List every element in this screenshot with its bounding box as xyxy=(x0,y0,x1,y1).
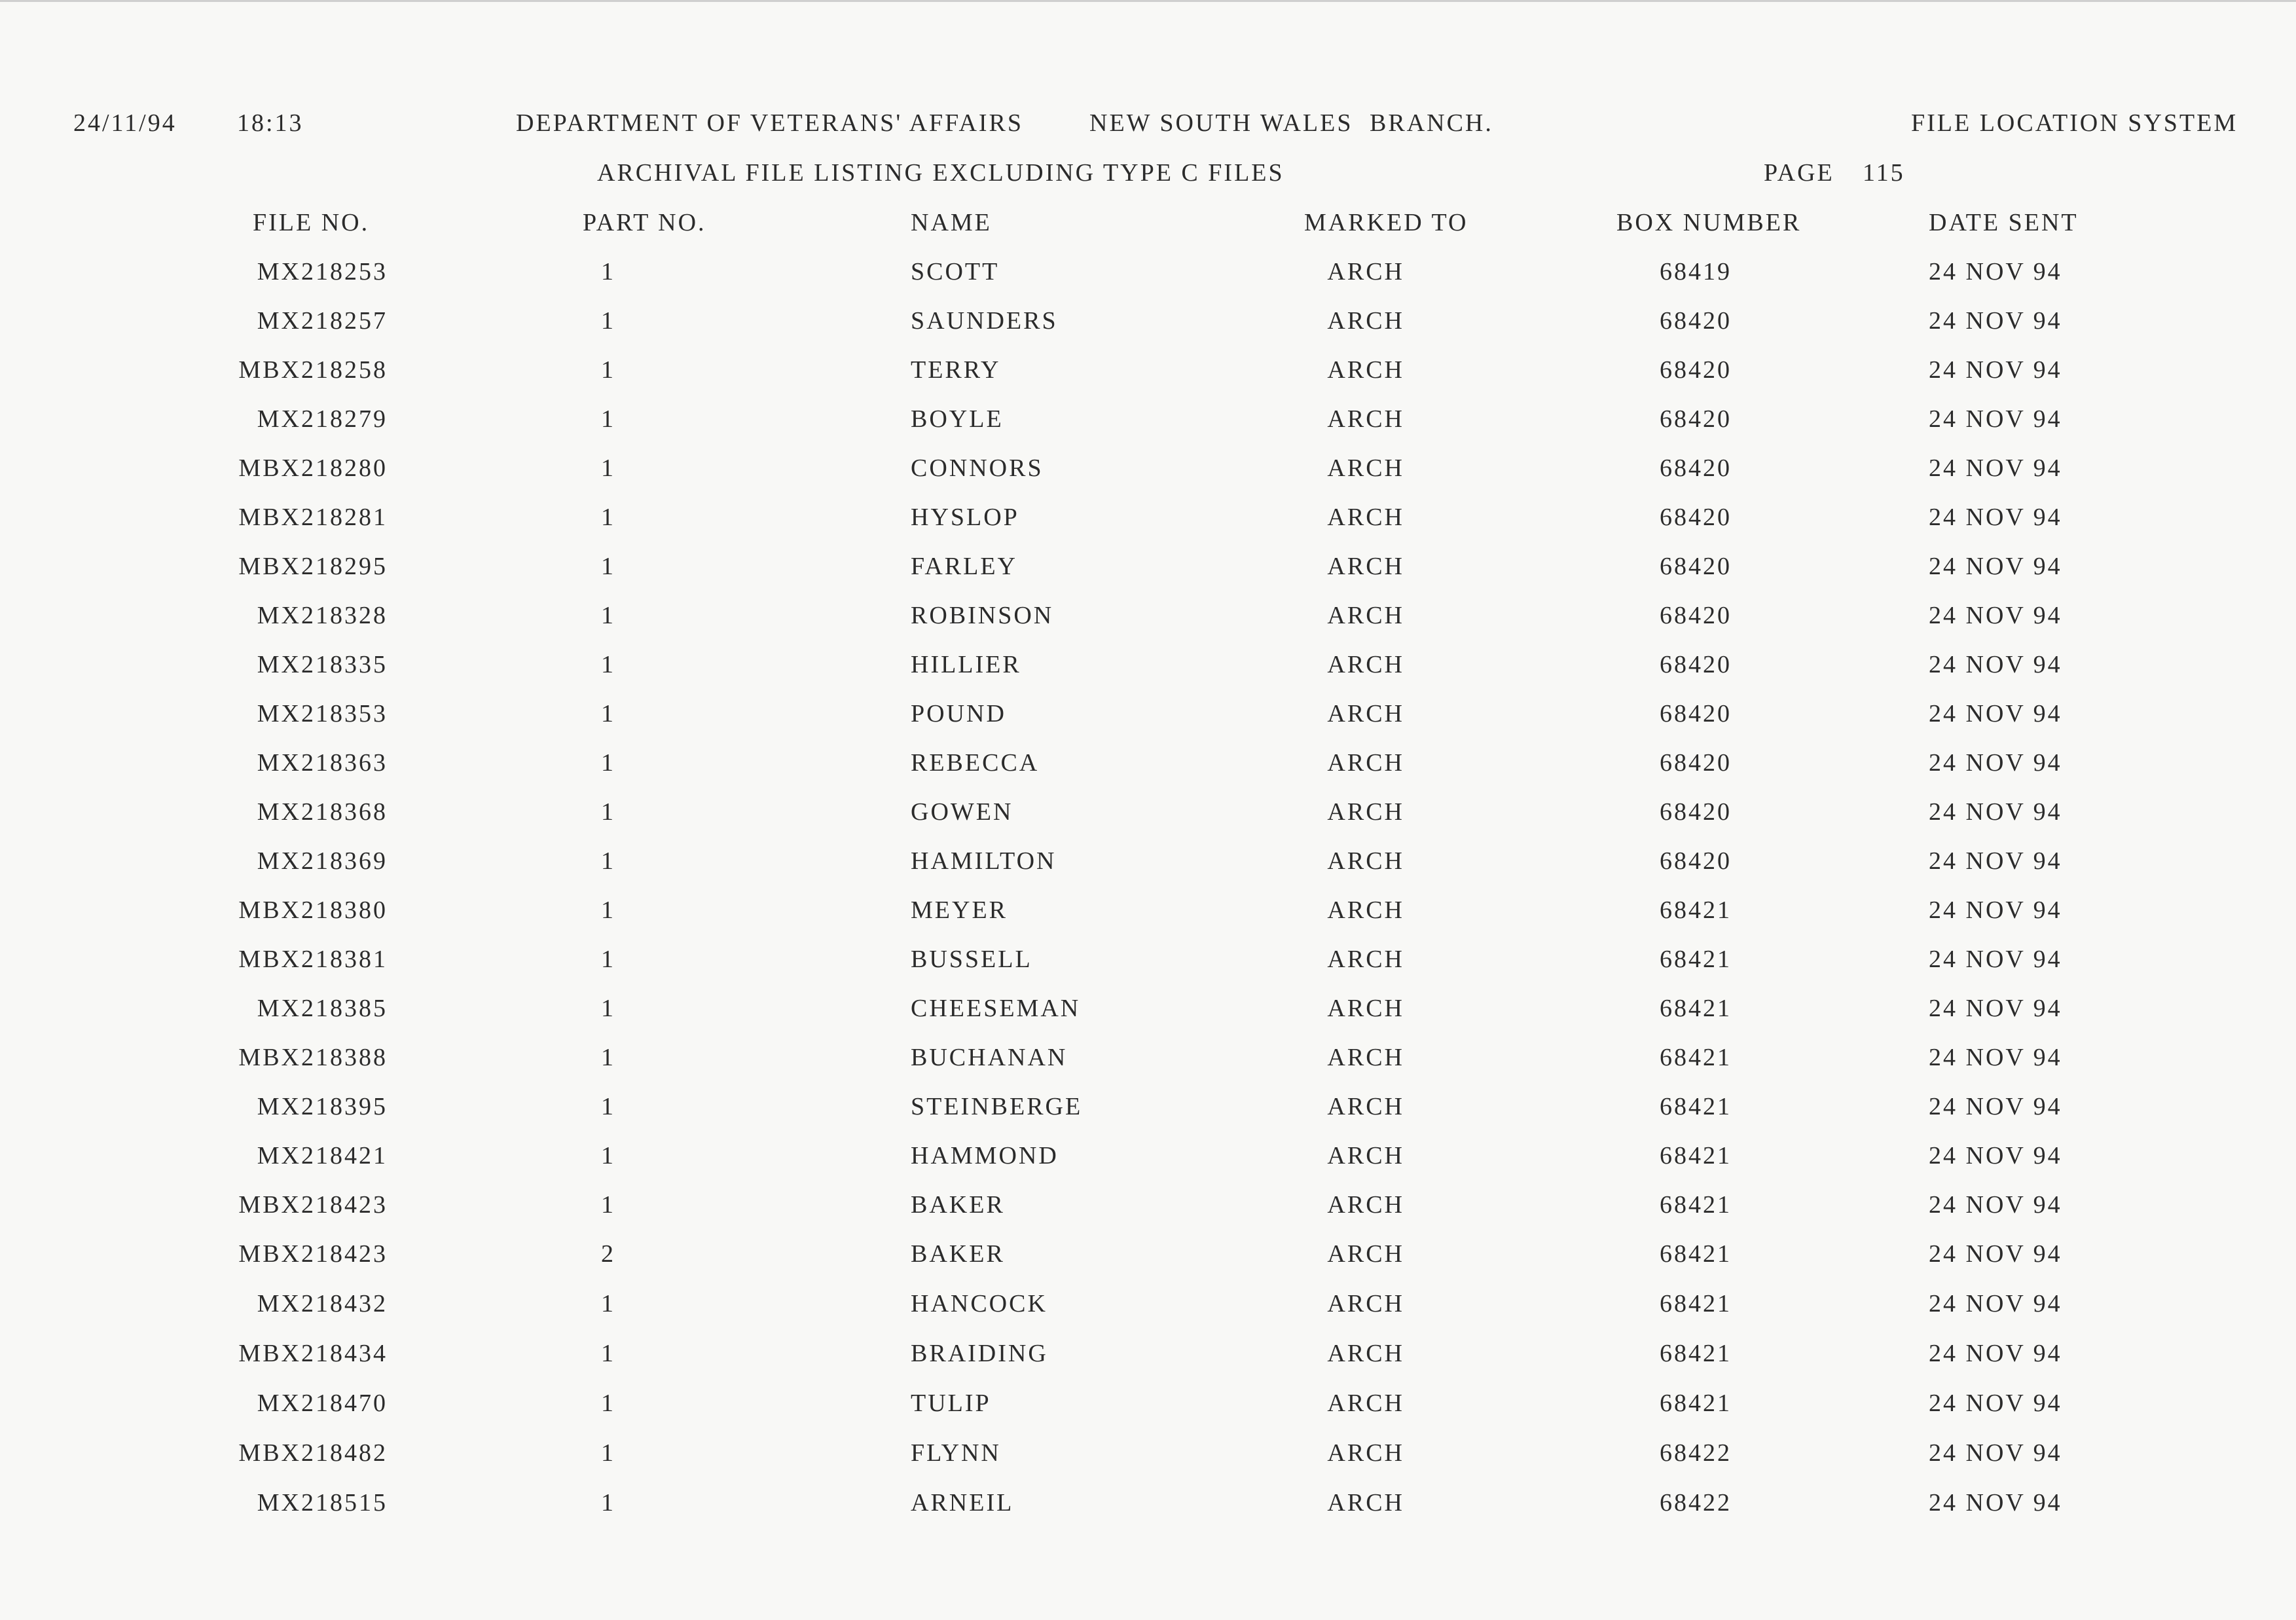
box-number-cell: 68421 xyxy=(1660,1340,1732,1367)
table-row xyxy=(0,1143,2296,1192)
marked-to-cell: ARCH xyxy=(1327,1439,1404,1467)
marked-to-cell: ARCH xyxy=(1327,946,1404,973)
part-no-cell: 1 xyxy=(601,1142,615,1169)
part-no-cell: 1 xyxy=(601,258,615,285)
date-sent-cell: 24 NOV 94 xyxy=(1929,602,2062,629)
name-cell: ROBINSON xyxy=(911,602,1054,629)
table-row xyxy=(0,505,2296,554)
date-sent-cell: 24 NOV 94 xyxy=(1929,504,2062,531)
part-no-cell: 1 xyxy=(601,504,615,531)
box-number-cell: 68420 xyxy=(1660,504,1732,531)
box-number-cell: 68419 xyxy=(1660,258,1732,285)
file-no-cell: MBX218381 xyxy=(238,946,388,973)
part-no-cell: 1 xyxy=(601,1390,615,1417)
name-cell: BAKER xyxy=(911,1240,1005,1268)
box-number-cell: 68420 xyxy=(1660,307,1732,335)
marked-to-cell: ARCH xyxy=(1327,405,1404,433)
box-number-cell: 68421 xyxy=(1660,1390,1732,1417)
date-sent-cell: 24 NOV 94 xyxy=(1929,1489,2062,1517)
box-number-cell: 68420 xyxy=(1660,356,1732,384)
name-cell: HYSLOP xyxy=(911,504,1019,531)
system-name: FILE LOCATION SYSTEM xyxy=(1911,109,2238,137)
table-row xyxy=(0,259,2296,308)
column-header-part-no: PART NO. xyxy=(583,209,706,236)
marked-to-cell: ARCH xyxy=(1327,749,1404,777)
marked-to-cell: ARCH xyxy=(1327,847,1404,875)
box-number-cell: 68420 xyxy=(1660,700,1732,727)
date-sent-cell: 24 NOV 94 xyxy=(1929,798,2062,826)
part-no-cell: 1 xyxy=(601,1093,615,1120)
date-sent-cell: 24 NOV 94 xyxy=(1929,405,2062,433)
file-no-cell: MBX218295 xyxy=(238,553,388,580)
file-no-cell: MX218279 xyxy=(257,405,388,433)
box-number-cell: 68420 xyxy=(1660,847,1732,875)
part-no-cell: 1 xyxy=(601,553,615,580)
page-number: 115 xyxy=(1863,159,1905,187)
table-row xyxy=(0,1441,2296,1490)
marked-to-cell: ARCH xyxy=(1327,602,1404,629)
marked-to-cell: ARCH xyxy=(1327,1340,1404,1367)
marked-to-cell: ARCH xyxy=(1327,1240,1404,1268)
file-no-cell: MX218368 xyxy=(257,798,388,826)
date-sent-cell: 24 NOV 94 xyxy=(1929,651,2062,678)
box-number-cell: 68421 xyxy=(1660,896,1732,924)
box-number-cell: 68421 xyxy=(1660,946,1732,973)
file-no-cell: MX218369 xyxy=(257,847,388,875)
marked-to-cell: ARCH xyxy=(1327,1044,1404,1071)
table-row xyxy=(0,1391,2296,1440)
date-sent-cell: 24 NOV 94 xyxy=(1929,1290,2062,1317)
name-cell: HAMMOND xyxy=(911,1142,1059,1169)
file-no-cell: MBX218423 xyxy=(238,1240,388,1268)
part-no-cell: 1 xyxy=(601,356,615,384)
table-row xyxy=(0,1341,2296,1390)
box-number-cell: 68420 xyxy=(1660,798,1732,826)
table-row xyxy=(0,308,2296,358)
part-no-cell: 1 xyxy=(601,946,615,973)
part-no-cell: 1 xyxy=(601,1191,615,1219)
column-header-date-sent: DATE SENT xyxy=(1929,209,2079,236)
table-row xyxy=(0,456,2296,505)
marked-to-cell: ARCH xyxy=(1327,995,1404,1022)
name-cell: SCOTT xyxy=(911,258,1000,285)
column-header-box-number: BOX NUMBER xyxy=(1616,209,1802,236)
marked-to-cell: ARCH xyxy=(1327,553,1404,580)
part-no-cell: 1 xyxy=(601,651,615,678)
box-number-cell: 68420 xyxy=(1660,553,1732,580)
part-no-cell: 1 xyxy=(601,995,615,1022)
name-cell: BRAIDING xyxy=(911,1340,1048,1367)
date-sent-cell: 24 NOV 94 xyxy=(1929,700,2062,727)
marked-to-cell: ARCH xyxy=(1327,1290,1404,1317)
part-no-cell: 1 xyxy=(601,749,615,777)
table-row xyxy=(0,849,2296,898)
box-number-cell: 68422 xyxy=(1660,1489,1732,1517)
marked-to-cell: ARCH xyxy=(1327,1489,1404,1517)
part-no-cell: 1 xyxy=(601,602,615,629)
date-sent-cell: 24 NOV 94 xyxy=(1929,995,2062,1022)
name-cell: FARLEY xyxy=(911,553,1017,580)
date-sent-cell: 24 NOV 94 xyxy=(1929,1240,2062,1268)
file-no-cell: MX218515 xyxy=(257,1489,388,1517)
department-name: DEPARTMENT OF VETERANS' AFFAIRS xyxy=(516,109,1024,137)
report-date: 24/11/94 xyxy=(73,109,177,137)
table-row xyxy=(0,1045,2296,1094)
box-number-cell: 68421 xyxy=(1660,1240,1732,1268)
date-sent-cell: 24 NOV 94 xyxy=(1929,1044,2062,1071)
box-number-cell: 68421 xyxy=(1660,995,1732,1022)
branch-name: NEW SOUTH WALES xyxy=(1089,109,1353,137)
date-sent-cell: 24 NOV 94 xyxy=(1929,1191,2062,1219)
table-row xyxy=(0,407,2296,456)
marked-to-cell: ARCH xyxy=(1327,896,1404,924)
date-sent-cell: 24 NOV 94 xyxy=(1929,258,2062,285)
page-label: PAGE xyxy=(1764,159,1834,187)
name-cell: HANCOCK xyxy=(911,1290,1048,1317)
table-row xyxy=(0,1490,2296,1539)
table-row xyxy=(0,947,2296,996)
name-cell: HILLIER xyxy=(911,651,1021,678)
file-no-cell: MBX218388 xyxy=(238,1044,388,1071)
box-number-cell: 68421 xyxy=(1660,1191,1732,1219)
file-no-cell: MBX218482 xyxy=(238,1439,388,1467)
file-no-cell: MX218253 xyxy=(257,258,388,285)
date-sent-cell: 24 NOV 94 xyxy=(1929,946,2062,973)
box-number-cell: 68420 xyxy=(1660,602,1732,629)
date-sent-cell: 24 NOV 94 xyxy=(1929,896,2062,924)
box-number-cell: 68421 xyxy=(1660,1093,1732,1120)
file-no-cell: MX218257 xyxy=(257,307,388,335)
name-cell: BAKER xyxy=(911,1191,1005,1219)
report-time: 18:13 xyxy=(237,109,304,137)
date-sent-cell: 24 NOV 94 xyxy=(1929,847,2062,875)
table-row xyxy=(0,898,2296,947)
name-cell: REBECCA xyxy=(911,749,1040,777)
table-row xyxy=(0,996,2296,1045)
name-cell: ARNEIL xyxy=(911,1489,1014,1517)
date-sent-cell: 24 NOV 94 xyxy=(1929,1142,2062,1169)
name-cell: STEINBERGE xyxy=(911,1093,1083,1120)
file-no-cell: MBX218423 xyxy=(238,1191,388,1219)
part-no-cell: 1 xyxy=(601,700,615,727)
marked-to-cell: ARCH xyxy=(1327,307,1404,335)
box-number-cell: 68420 xyxy=(1660,454,1732,482)
marked-to-cell: ARCH xyxy=(1327,504,1404,531)
name-cell: TERRY xyxy=(911,356,1001,384)
date-sent-cell: 24 NOV 94 xyxy=(1929,307,2062,335)
marked-to-cell: ARCH xyxy=(1327,1191,1404,1219)
file-no-cell: MX218395 xyxy=(257,1093,388,1120)
name-cell: BOYLE xyxy=(911,405,1004,433)
table-row xyxy=(0,652,2296,701)
file-no-cell: MX218470 xyxy=(257,1390,388,1417)
file-no-cell: MX218363 xyxy=(257,749,388,777)
table-row xyxy=(0,1291,2296,1340)
date-sent-cell: 24 NOV 94 xyxy=(1929,1093,2062,1120)
marked-to-cell: ARCH xyxy=(1327,1390,1404,1417)
box-number-cell: 68421 xyxy=(1660,1044,1732,1071)
column-header-name: NAME xyxy=(911,209,992,236)
name-cell: TULIP xyxy=(911,1390,991,1417)
date-sent-cell: 24 NOV 94 xyxy=(1929,553,2062,580)
file-no-cell: MX218353 xyxy=(257,700,388,727)
file-no-cell: MX218335 xyxy=(257,651,388,678)
marked-to-cell: ARCH xyxy=(1327,454,1404,482)
table-row xyxy=(0,554,2296,603)
file-no-cell: MX218385 xyxy=(257,995,388,1022)
box-number-cell: 68420 xyxy=(1660,405,1732,433)
column-header-file-no: FILE NO. xyxy=(253,209,370,236)
name-cell: POUND xyxy=(911,700,1006,727)
part-no-cell: 1 xyxy=(601,1340,615,1367)
name-cell: FLYNN xyxy=(911,1439,1001,1467)
part-no-cell: 1 xyxy=(601,405,615,433)
date-sent-cell: 24 NOV 94 xyxy=(1929,356,2062,384)
part-no-cell: 1 xyxy=(601,798,615,826)
file-no-cell: MBX218258 xyxy=(238,356,388,384)
file-no-cell: MBX218281 xyxy=(238,504,388,531)
part-no-cell: 1 xyxy=(601,1290,615,1317)
marked-to-cell: ARCH xyxy=(1327,651,1404,678)
column-header-marked-to: MARKED TO xyxy=(1304,209,1468,236)
box-number-cell: 68421 xyxy=(1660,1142,1732,1169)
date-sent-cell: 24 NOV 94 xyxy=(1929,1340,2062,1367)
part-no-cell: 1 xyxy=(601,454,615,482)
name-cell: MEYER xyxy=(911,896,1008,924)
marked-to-cell: ARCH xyxy=(1327,700,1404,727)
table-row xyxy=(0,701,2296,750)
name-cell: GOWEN xyxy=(911,798,1013,826)
part-no-cell: 2 xyxy=(601,1240,615,1268)
marked-to-cell: ARCH xyxy=(1327,258,1404,285)
branch-suffix: BRANCH. xyxy=(1370,109,1493,137)
file-no-cell: MBX218280 xyxy=(238,454,388,482)
part-no-cell: 1 xyxy=(601,847,615,875)
name-cell: CHEESEMAN xyxy=(911,995,1081,1022)
date-sent-cell: 24 NOV 94 xyxy=(1929,1390,2062,1417)
table-row xyxy=(0,750,2296,800)
table-row xyxy=(0,800,2296,849)
box-number-cell: 68420 xyxy=(1660,749,1732,777)
marked-to-cell: ARCH xyxy=(1327,1142,1404,1169)
part-no-cell: 1 xyxy=(601,1044,615,1071)
marked-to-cell: ARCH xyxy=(1327,798,1404,826)
marked-to-cell: ARCH xyxy=(1327,1093,1404,1120)
part-no-cell: 1 xyxy=(601,1439,615,1467)
table-row xyxy=(0,1242,2296,1291)
part-no-cell: 1 xyxy=(601,307,615,335)
table-row xyxy=(0,1094,2296,1143)
name-cell: BUCHANAN xyxy=(911,1044,1068,1071)
box-number-cell: 68422 xyxy=(1660,1439,1732,1467)
part-no-cell: 1 xyxy=(601,1489,615,1517)
table-row xyxy=(0,358,2296,407)
part-no-cell: 1 xyxy=(601,896,615,924)
table-row xyxy=(0,1192,2296,1242)
name-cell: SAUNDERS xyxy=(911,307,1058,335)
box-number-cell: 68421 xyxy=(1660,1290,1732,1317)
file-no-cell: MBX218380 xyxy=(238,896,388,924)
table-row xyxy=(0,603,2296,652)
name-cell: BUSSELL xyxy=(911,946,1032,973)
date-sent-cell: 24 NOV 94 xyxy=(1929,454,2062,482)
report-title: ARCHIVAL FILE LISTING EXCLUDING TYPE C FILES xyxy=(597,159,1285,187)
marked-to-cell: ARCH xyxy=(1327,356,1404,384)
box-number-cell: 68420 xyxy=(1660,651,1732,678)
file-no-cell: MX218421 xyxy=(257,1142,388,1169)
date-sent-cell: 24 NOV 94 xyxy=(1929,749,2062,777)
file-no-cell: MX218328 xyxy=(257,602,388,629)
date-sent-cell: 24 NOV 94 xyxy=(1929,1439,2062,1467)
name-cell: HAMILTON xyxy=(911,847,1057,875)
file-no-cell: MX218432 xyxy=(257,1290,388,1317)
file-no-cell: MBX218434 xyxy=(238,1340,388,1367)
name-cell: CONNORS xyxy=(911,454,1044,482)
